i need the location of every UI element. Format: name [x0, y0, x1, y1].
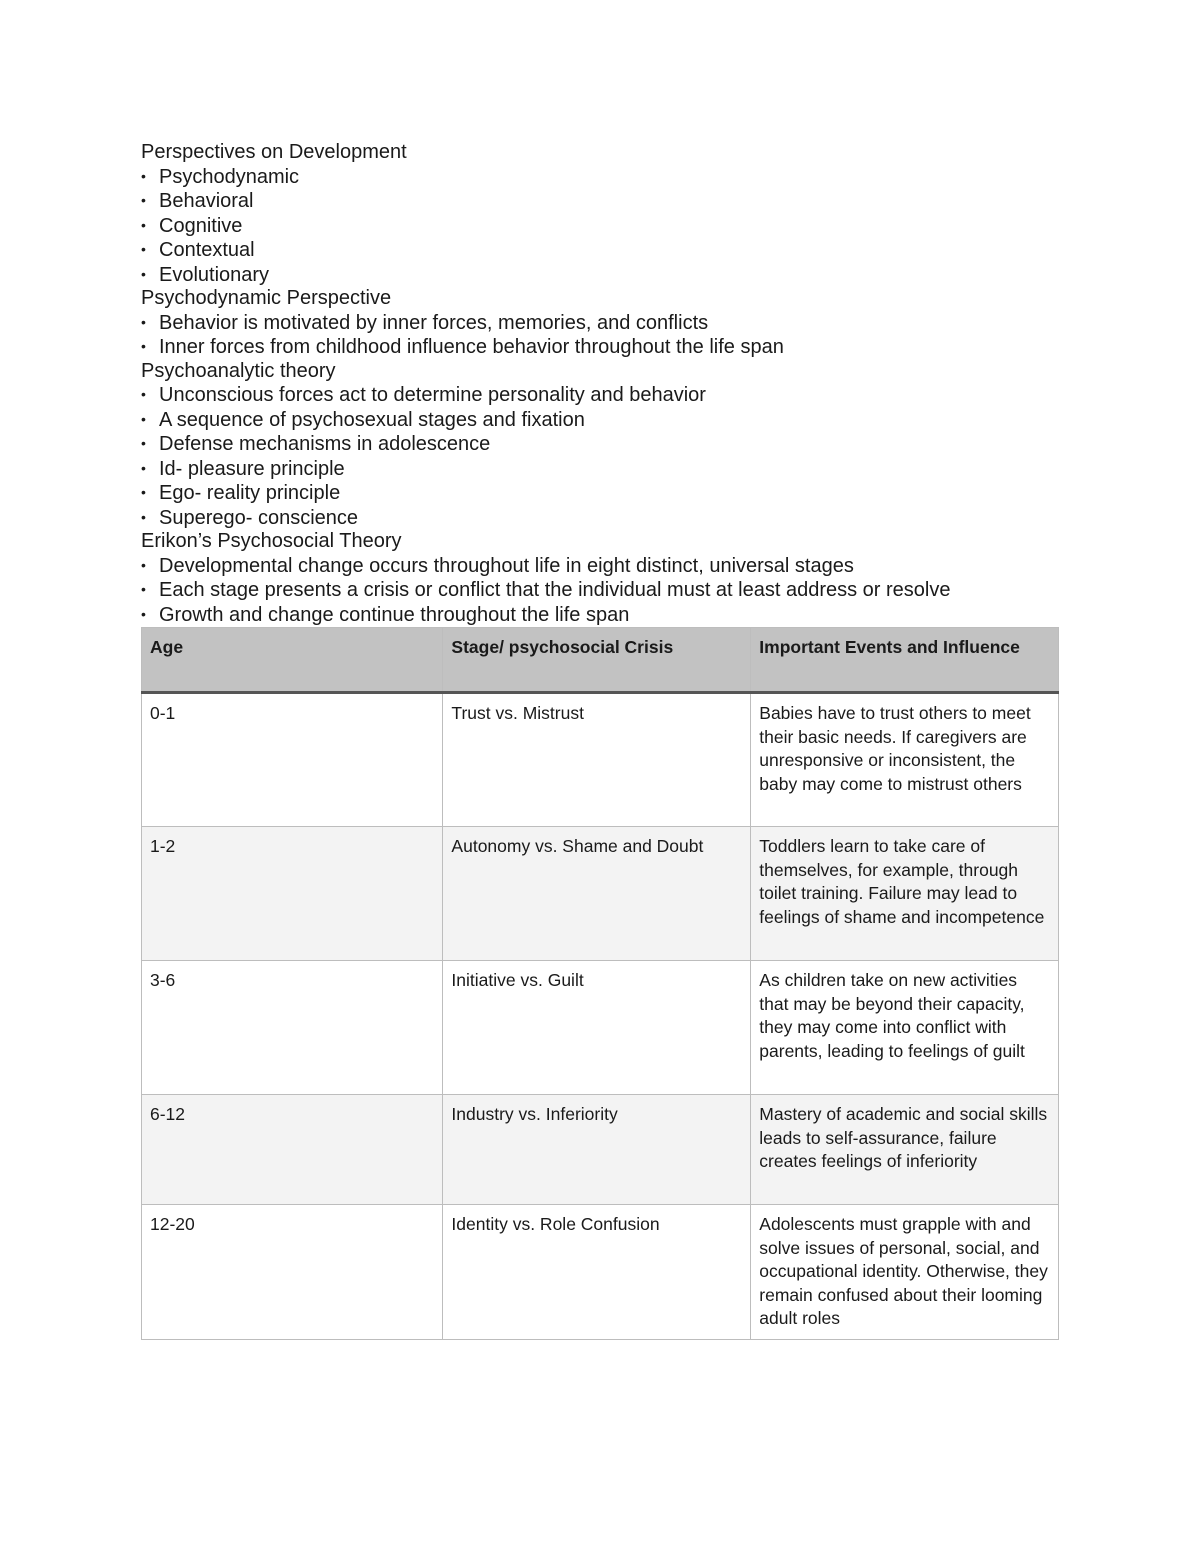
section-heading: Psychoanalytic theory [141, 359, 336, 382]
age-cell: 6-12 [142, 1095, 443, 1205]
section-heading: Erikon’s Psychosocial Theory [141, 530, 402, 552]
stage-cell: Trust vs. Mistrust [443, 693, 751, 827]
table-row [142, 1205, 1059, 1340]
column-header-stage: Stage/ psychosocial Crisis [443, 628, 751, 693]
erikson-stages-table [141, 627, 1059, 1340]
stage-cell: Autonomy vs. Shame and Doubt [443, 827, 751, 961]
age-cell: 1-2 [142, 827, 443, 961]
document-page [141, 141, 1059, 1340]
stage-cell: Initiative vs. Guilt [443, 961, 751, 1095]
table-header-row [142, 628, 1059, 693]
age-cell: 3-6 [142, 961, 443, 1095]
table-row [142, 961, 1059, 1095]
stage-cell: Industry vs. Inferiority [443, 1095, 751, 1205]
events-cell: Mastery of academic and social skills leads to self-assurance, failure creates feelings of inferiority [751, 1095, 1059, 1205]
list-item: • Inner forces from childhood influence behavior throughout the life span [141, 336, 784, 358]
section-heading: Psychodynamic Perspective [141, 287, 392, 309]
list-item: • Defense mechanisms in adolescence [141, 433, 491, 455]
list-item: • Id- pleasure principle [141, 457, 345, 480]
list-item: • Unconscious forces act to determine personality and behavior [141, 384, 706, 406]
list-item: • Behavioral [141, 190, 254, 212]
list-item: • Contextual [141, 239, 255, 261]
section-psychodynamic [141, 287, 1059, 360]
age-cell: 12-20 [142, 1205, 443, 1340]
stage-cell: Identity vs. Role Confusion [443, 1205, 751, 1340]
section-perspectives [141, 141, 1059, 287]
age-cell: 0-1 [142, 693, 443, 827]
table-row [142, 1095, 1059, 1205]
list-item: • Each stage presents a crisis or conflict that the individual must at least address or resolve [141, 579, 951, 601]
list-item: • Ego- reality principle [141, 482, 341, 504]
table-row [142, 827, 1059, 961]
list-item: • Cognitive [141, 214, 243, 237]
list-item: • Growth and change continue throughout the life span [141, 603, 630, 626]
events-cell: Babies have to trust others to meet their basic needs. If caregivers are unresponsive or inconsistent, the baby may come to mistrust others [751, 693, 1059, 827]
section-psychoanalytic [141, 360, 1059, 531]
section-psychosocial [141, 530, 1059, 627]
list-item: • Developmental change occurs throughout life in eight distinct, universal stages [141, 554, 854, 577]
list-item: • Behavior is motivated by inner forces, memories, and conflicts [141, 311, 709, 334]
list-item: • Psychodynamic [141, 165, 300, 188]
list-item: • Evolutionary [141, 263, 270, 286]
events-cell: Toddlers learn to take care of themselves, for example, through toilet training. Failure may lead to feelings of shame and incompetence [751, 827, 1059, 961]
column-header-age: Age [142, 628, 443, 693]
column-header-events: Important Events and Influence [751, 628, 1059, 693]
events-cell: As children take on new activities that may be beyond their capacity, they may come into conflict with parents, leading to feelings of guilt [751, 961, 1059, 1095]
section-heading: Perspectives on Development [141, 141, 407, 163]
table-row [142, 693, 1059, 827]
events-cell: Adolescents must grapple with and solve issues of personal, social, and occupational identity. Otherwise, they remain confused about their looming adult roles [751, 1205, 1059, 1340]
list-item: • A sequence of psychosexual stages and fixation [141, 408, 585, 431]
list-item: • Superego- conscience [141, 506, 359, 529]
